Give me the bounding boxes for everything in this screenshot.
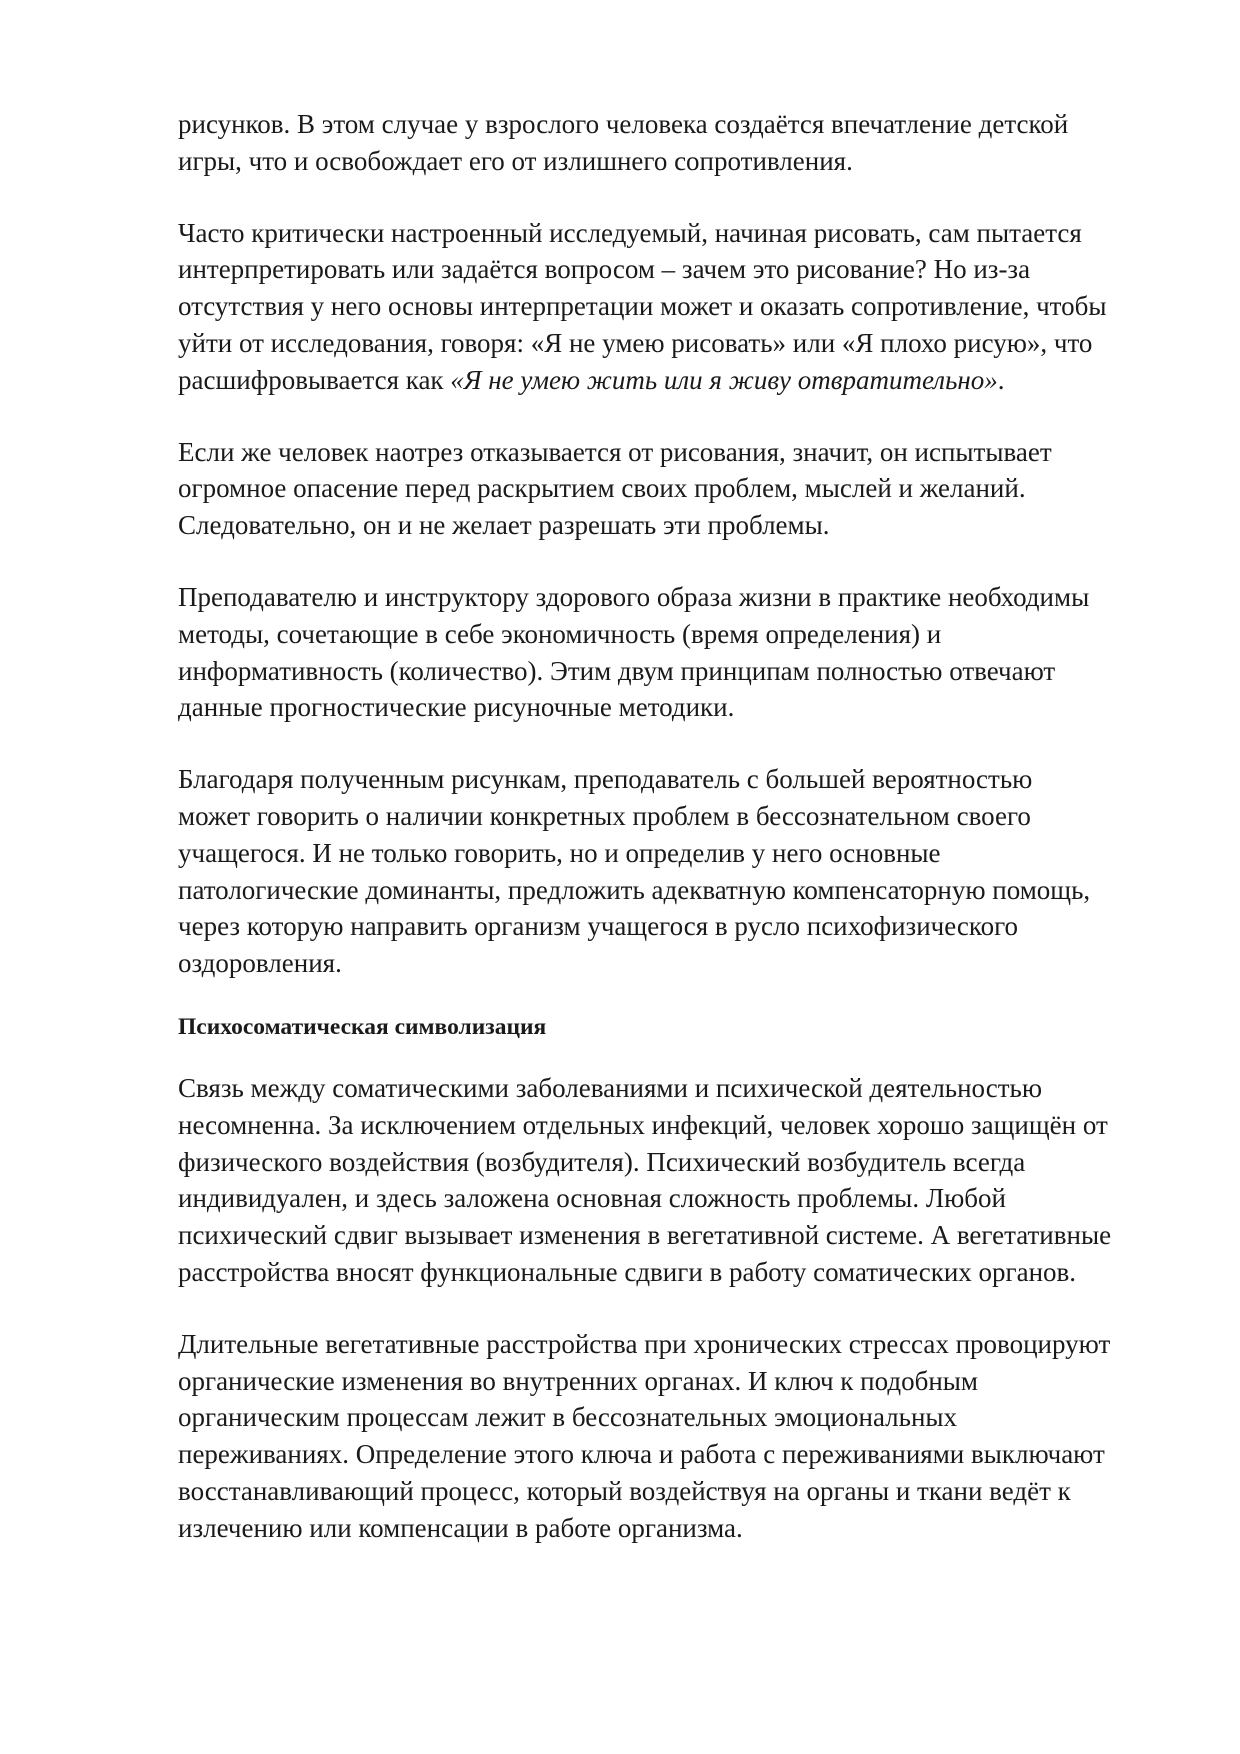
text-line: Длительные вегетативные расстройства при хронических стрессах провоцируют [178,1328,1111,1359]
text-plain: . [997,364,1005,395]
italic-quote: «Я не умею жить или я живу отвратительно» [450,364,998,395]
text-line: может говорить о наличии конкретных проблем в бессознательном своего [178,800,1031,831]
paragraph-3 [178,434,1178,544]
text-line: Часто критически настроенный исследуемый, начиная рисовать, сам пытается [178,217,1082,248]
paragraph-4 [178,579,1178,726]
section-heading: Психосоматическая символизация [178,1013,547,1040]
text-line: информативность (количество). Этим двум принципам полностью отвечают [178,655,1056,686]
text-line: патологические доминанты, предложить адекватную компенсаторную помощь, [178,874,1091,905]
text-line: Связь между соматическими заболеваниями и психической деятельностью [178,1072,1042,1103]
text-line: отсутствия у него основы интерпретации может и оказать сопротивление, чтобы [178,291,1107,322]
text-line: органическим процессам лежит в бессознательных эмоциональных [178,1402,958,1433]
text-line: интерпретировать или задаётся вопросом – зачем это рисование? Но из-за [178,254,1031,285]
paragraph-5 [178,761,1178,982]
text-line: расстройства вносят функциональные сдвиги в работу соматических органов. [178,1256,1077,1287]
document-page [178,106,1178,1582]
text-line: уйти от исследования, говоря: «Я не умею рисовать» или «Я плохо рисую», что [178,327,1093,358]
text-line: через которую направить организм учащегося в русло психофизического [178,911,1019,942]
text-line: игры, что и освобождает его от излишнего сопротивления. [178,145,853,176]
paragraph-1 [178,106,1178,180]
paragraph-7 [178,1326,1178,1547]
text-line: Преподавателю и инструктору здорового образа жизни в практике необходимы [178,581,1090,612]
text-line: данные прогностические рисуночные методики. [178,692,735,723]
text-line: несомненна. За исключением отдельных инфекций, человек хорошо защищён от [178,1109,1108,1140]
text-line: переживаниях. Определение этого ключа и работа с переживаниями выключают [178,1439,1105,1470]
paragraph-6 [178,1070,1178,1291]
text-line: рисунков. В этом случае у взрослого человека создаётся впечатление детской [178,109,1069,139]
text-line: индивидуален, и здесь заложена основная сложность проблемы. Любой [178,1183,1006,1214]
text-line: оздоровления. [178,948,342,979]
text-line: учащегося. И не только говорить, но и определив у него основные [178,837,941,868]
text-line: восстанавливающий процесс, который воздействуя на органы и ткани ведёт к [178,1475,1071,1506]
text-line [178,362,1178,399]
text-line: органические изменения во внутренних органах. И ключ к подобным [178,1365,978,1396]
text-line: методы, сочетающие в себе экономичность (время определения) и [178,618,942,649]
text-line: огромное опасение перед раскрытием своих проблем, мыслей и желаний. [178,473,1026,504]
text-line: Следовательно, он и не желает разрешать эти проблемы. [178,510,830,541]
text-line: психический сдвиг вызывает изменения в вегетативной системе. А вегетативные [178,1220,1112,1251]
text-line: излечению или компенсации в работе организма. [178,1512,743,1543]
text-plain: расшифровывается как [178,364,451,395]
text-line: физического воздействия (возбудителя). Психический возбудитель всегда [178,1146,1026,1177]
paragraph-2 [178,215,1178,399]
text-line: Если же человек наотрез отказывается от рисования, значит, он испытывает [178,436,1052,467]
text-line: Благодаря полученным рисункам, преподаватель с большей вероятностью [178,764,1033,795]
